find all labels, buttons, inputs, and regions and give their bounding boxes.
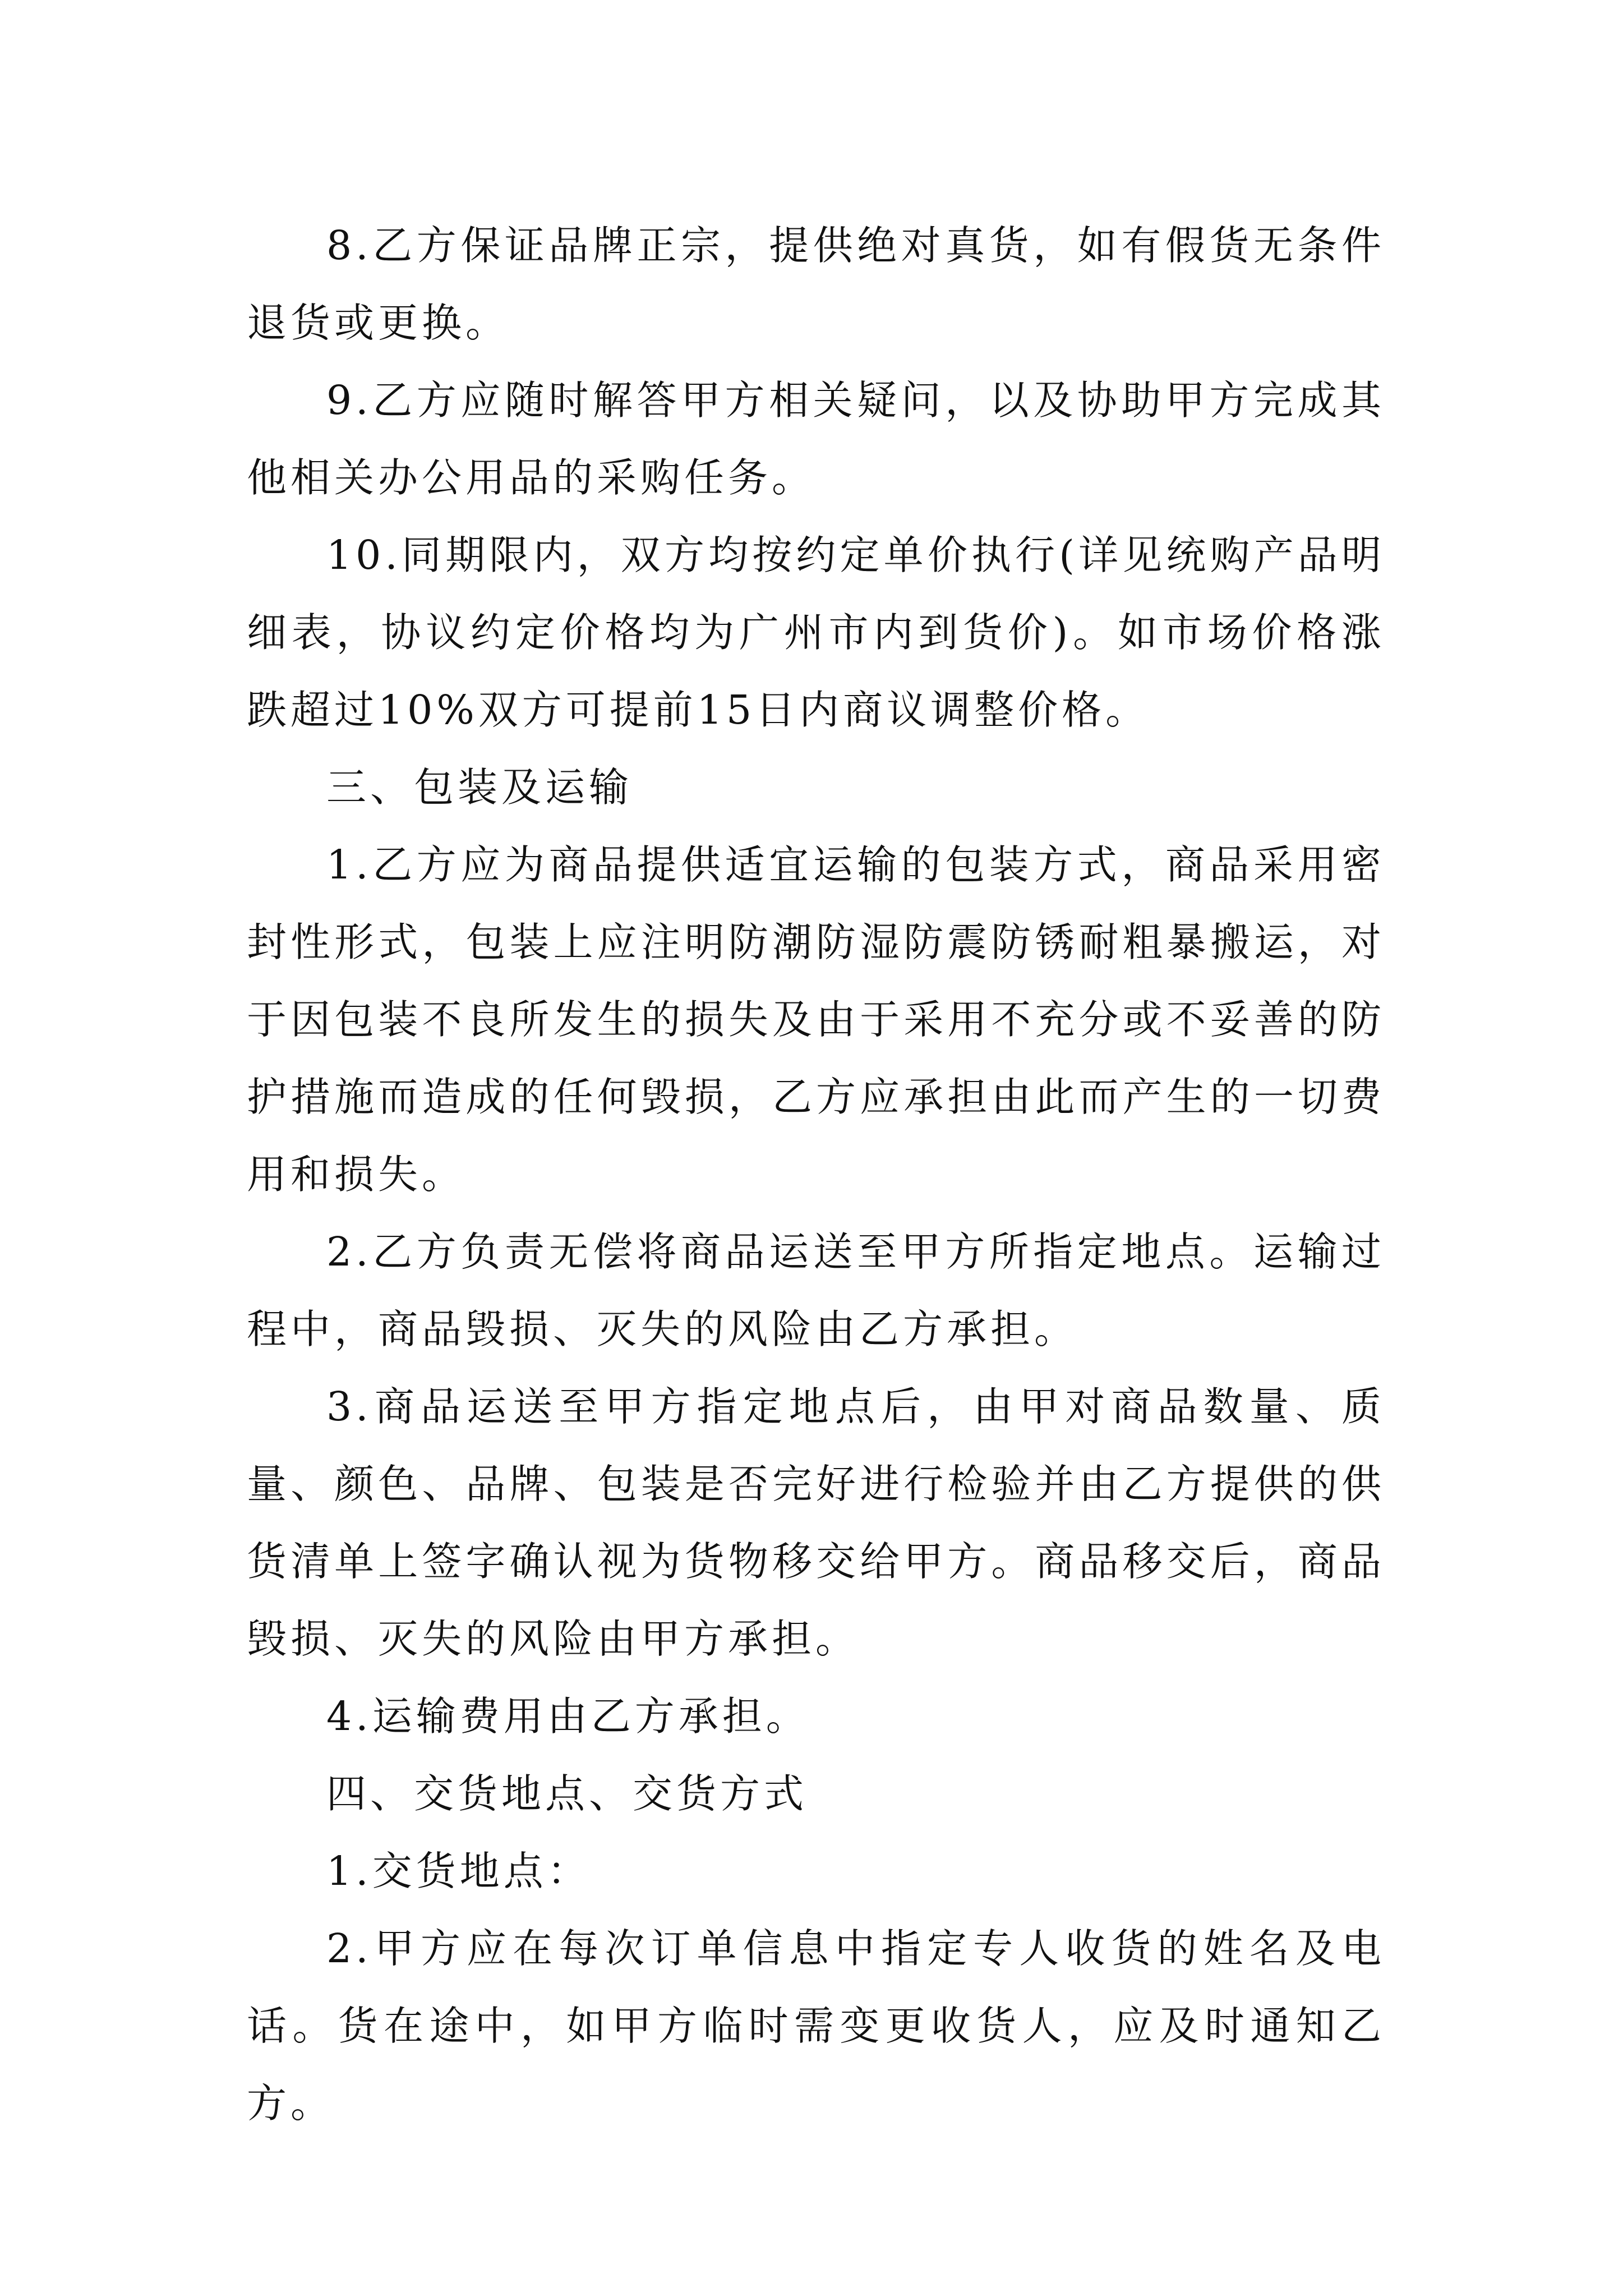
document-body — [247, 207, 1385, 2142]
packaging-clause-3: 3.商品运送至甲方指定地点后，由甲对商品数量、质量、颜色、品牌、包装是否完好进行检验并由乙方提供的供货清单上签字确认视为货物移交给甲方。商品移交后，商品毁损、灭失的风险由甲方承担。 — [247, 1383, 1385, 1662]
clause-8: 8.乙方保证品牌正宗，提供绝对真货，如有假货无条件退货或更换。 — [247, 222, 1385, 346]
section-heading-delivery: 四、交货地点、交货方式 — [326, 1770, 808, 1817]
clause-9: 9.乙方应随时解答甲方相关疑问，以及协助甲方完成其他相关办公用品的采购任务。 — [247, 377, 1385, 501]
section-heading-packaging: 三、包装及运输 — [326, 764, 633, 811]
delivery-clause-1: 1.交货地点： — [326, 1848, 591, 1894]
packaging-clause-2: 2.乙方负责无偿将商品运送至甲方所指定地点。运输过程中，商品毁损、灭失的风险由乙方承担。 — [247, 1228, 1385, 1352]
clause-10: 10.同期限内，双方均按约定单价执行(详见统购产品明细表，协议约定价格均为广州市内到货价)。如市场价格涨跌超过10%双方可提前15日内商议调整价格。 — [247, 532, 1385, 733]
packaging-clause-4: 4.运输费用由乙方承担。 — [326, 1693, 810, 1740]
packaging-clause-1: 1.乙方应为商品提供适宜运输的包装方式，商品采用密封性形式，包装上应注明防潮防湿防震防锈耐粗暴搬运，对于因包装不良所发生的损失及由于采用不充分或不妥善的防护措施而造成的任何毁损，乙方应承担由此而产生的一切费用和损失。 — [247, 841, 1385, 1198]
delivery-clause-2: 2.甲方应在每次订单信息中指定专人收货的姓名及电话。货在途中，如甲方临时需变更收货人，应及时通知乙方。 — [247, 1925, 1385, 2127]
